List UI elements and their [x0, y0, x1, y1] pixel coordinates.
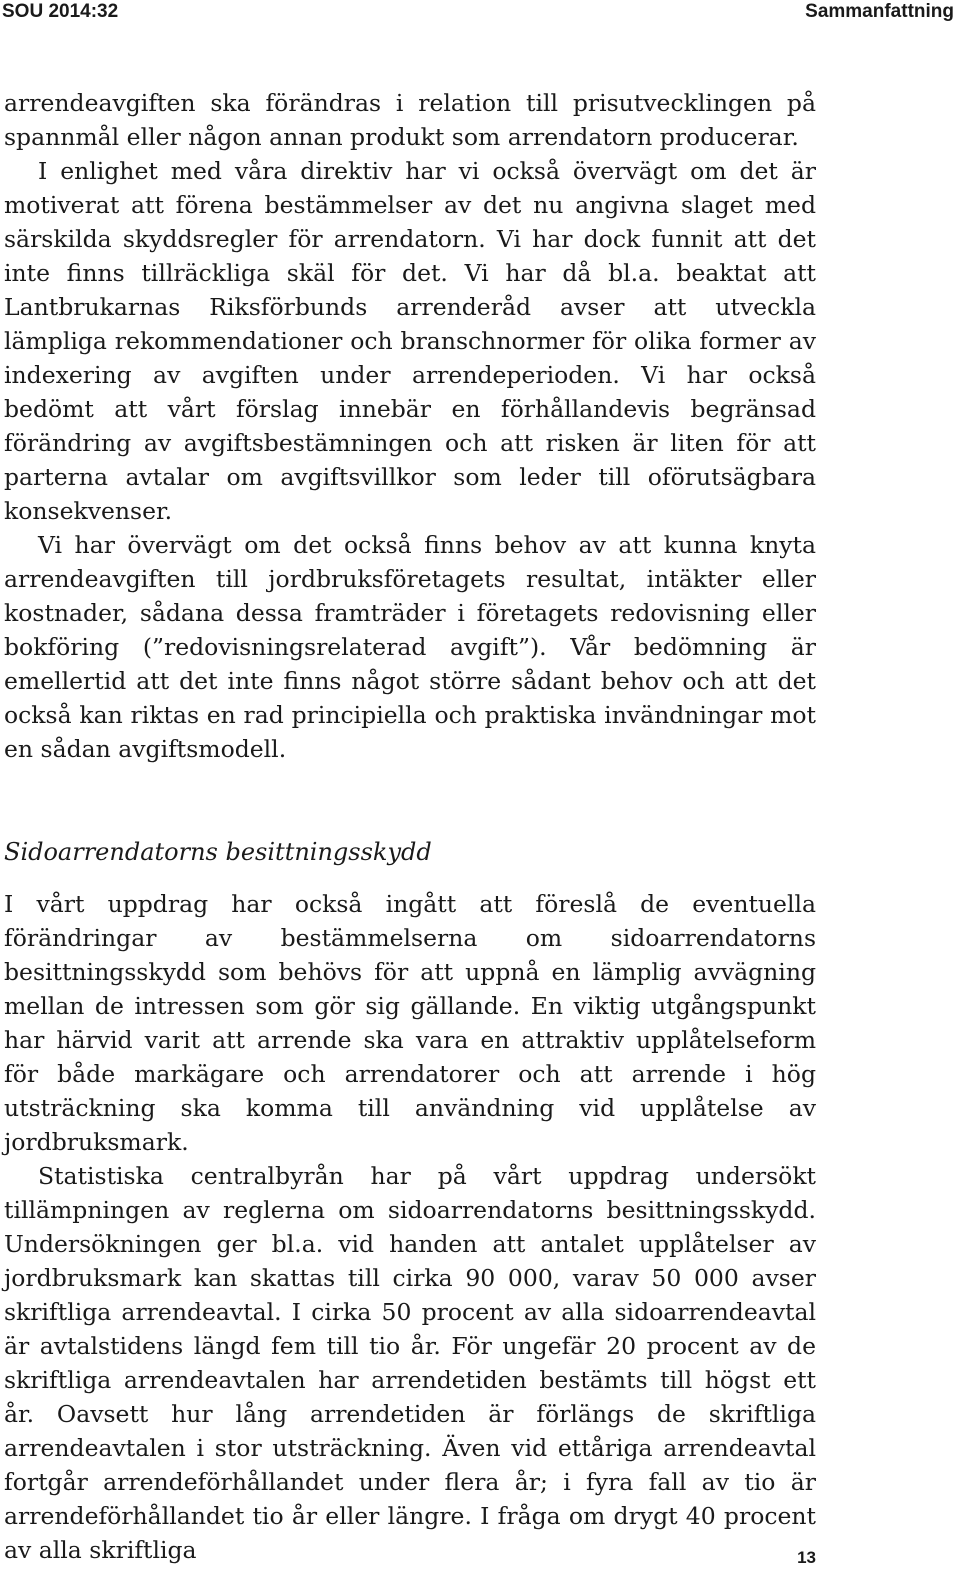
chapter-title: Sammanfattning — [805, 1, 954, 22]
paragraph: Vi har övervägt om det också finns behov av att kunna knyta arrendeavgiften till jordbruksföretagets resultat, intäkter eller kostnader, sådana dessa framträder i företagets redovisning eller bokföring (”redovisningsrelaterad avgift”). Vår bedömning är emellertid att det inte finns något större sådant behov och att det också kan riktas en rad principiella och praktiska invändningar mot en sådan avgiftsmodell. — [4, 531, 816, 763]
page-body — [4, 86, 816, 1567]
paragraph: I vårt uppdrag har också ingått att föreslå de eventuella förändringar av bestämmelserna om sidoarrendatorns besittningsskydd som behövs för att uppnå en lämplig avvägning mellan de intressen som gör sig gällande. En viktig utgångspunkt har härvid varit att arrende ska vara en attraktiv upplåtelseform för både markägare och arrendatorer och att arrende i hög utsträckning ska komma till användning vid upplåtelse av jordbruksmark. — [4, 890, 816, 1156]
document-reference: SOU 2014:32 — [2, 1, 119, 22]
running-header — [0, 0, 960, 30]
section-heading: Sidoarrendatorns besittningsskydd — [4, 838, 432, 866]
page-number: 13 — [797, 1548, 816, 1567]
paragraph: Statistiska centralbyrån har på vårt uppdrag undersökt tillämpningen av reglerna om sidoarrendatorns besittningsskydd. Undersökningen ger bl.a. vid handen att antalet upplåtelser av jordbruksmark kan skattas till cirka 90 000, varav 50 000 avser skriftliga arrendeavtal. I cirka 50 procent av alla sidoarrendeavtal är avtalstidens längd fem till tio år. För ungefär 20 procent av de skriftliga arrendeavtalen har arrendetiden bestämts till högst ett år. Oavsett hur lång arrendetiden är förlängs de skriftliga arrendeavtalen i stor utsträckning. Även vid ettåriga arrendeavtal fortgår arrendeförhållandet under flera år; i fyra fall av tio är arrendeförhållandet tio år eller längre. I fråga om drygt 40 procent av alla skriftliga — [4, 1162, 816, 1564]
paragraph: I enlighet med våra direktiv har vi också övervägt om det är motiverat att förena bestämmelser av det nu angivna slaget med särskilda skyddsregler för arrendatorn. Vi har dock funnit att det inte finns tillräckliga skäl för det. Vi har då bl.a. beaktat att Lantbrukarnas Riksförbunds arrenderåd avser att utveckla lämpliga rekommendationer och branschnormer för olika former av indexering av avgiften under arrendeperioden. Vi har också bedömt att vårt förslag innebär en förhållandevis begränsad förändring av avgiftsbestämningen och att risken är liten för att parterna avtalar om avgiftsvillkor som leder till oförutsägbara konsekvenser. — [4, 157, 816, 525]
paragraph: arrendeavgiften ska förändras i relation till prisutvecklingen på spannmål eller någon annan produkt som arrendatorn producerar. — [4, 89, 816, 151]
